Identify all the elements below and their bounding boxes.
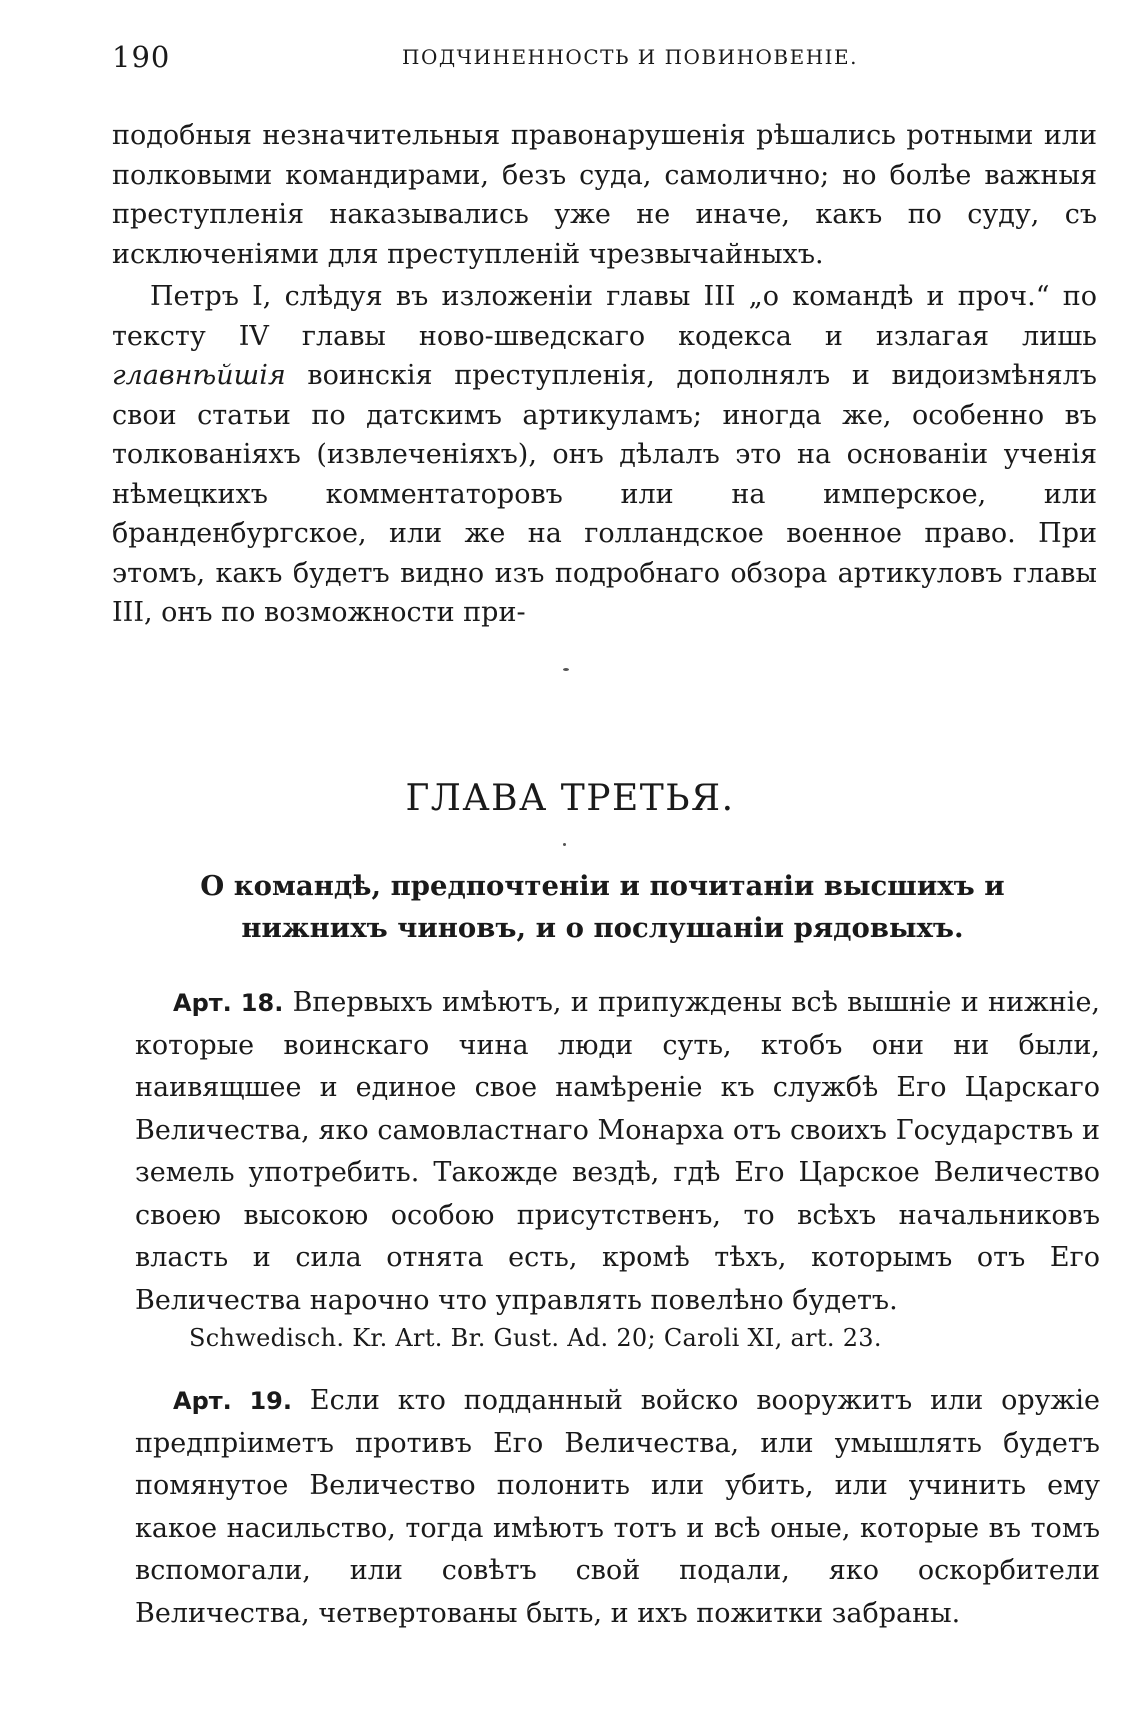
article-18-text: Впервыхъ имѣютъ, и припуждены всѣ вышніе и нижніе, которые воинскаго чина люди суть, ктобъ они ни были, наивящшее и единое свое намѣреніе къ службѣ Его Царскаго Величества, яко самовластнаго Монарха отъ своихъ Государствъ и земель употребить. Такожде вездѣ, гдѣ Его Царское Величество своею высокою особою присутственъ, то всѣхъ начальниковъ власть и сила отнята есть, кромѣ тѣхъ, которымъ отъ Его Величества нарочно что управлять повелѣно будетъ.: [135, 987, 1100, 1316]
intro-paragraph-1: [112, 116, 1097, 274]
running-head: [112, 40, 1022, 80]
article-18-label: Арт. 18.: [173, 989, 284, 1017]
intro-paragraph-1-text: подобныя незначительныя правонарушенія рѣшались ротными или полковыми командирами, безъ суда, самолично; но болѣе важныя преступленія наказывались уже не иначе, какъ по суду, съ исключеніями для преступленій чрезвычайныхъ.: [112, 120, 1097, 270]
running-title: ПОДЧИНЕННОСТЬ И ПОВИНОВЕНІЕ.: [402, 45, 859, 69]
ink-speck: [563, 843, 566, 846]
ink-speck: [563, 668, 569, 671]
intro-paragraph-2-before: Петръ I, слѣдуя въ изложеніи главы III „о командѣ и проч.“ по тексту IV главы ново-шведскаго кодекса и излагая лишь: [112, 281, 1097, 352]
article-19-label: Арт. 19.: [173, 1387, 292, 1415]
intro-paragraph-2: [112, 277, 1097, 633]
chapter-subtitle: О командѣ, предпочтеніи и почитаніи высшихъ и нижнихъ чиновъ, и о послушаніи рядовыхъ.: [200, 870, 1005, 944]
article-18: [135, 982, 1100, 1322]
page-number: 190: [112, 40, 171, 74]
chapter-title: ГЛАВА ТРЕТЬЯ.: [405, 778, 735, 819]
intro-paragraph-2-emphasis: главнѣйшія: [112, 360, 286, 391]
article-19-text: Если кто подданный войско вооружитъ или оружіе предпріиметъ противъ Его Величества, или умышлять будетъ помянутое Величество полонить или убить, или учинить ему какое насильство, тогда имѣютъ тотъ и всѣ оные, которые въ томъ вспомогали, или совѣтъ свой подали, яко оскорбители Величества, четвертованы быть, и ихъ пожитки забраны.: [135, 1385, 1100, 1629]
intro-paragraph-2-after: воинскія преступленія, дополнялъ и видоизмѣнялъ свои статьи по датскимъ артикуламъ; иногда же, особенно въ толкованіяхъ (извлеченіяхъ), онъ дѣлалъ это на основаніи ученія нѣмецкихъ комментаторовъ или на имперское, или бранденбургское, или же на голландское военное право. При этомъ, какъ будетъ видно изъ подробнаго обзора артикуловъ главы III, онъ по возможности при-: [112, 360, 1097, 628]
intro-paragraph-2-text: [112, 277, 1097, 633]
citation: Schwedisch. Kr. Art. Br. Gust. Ad. 20; Caroli XI, art. 23.: [189, 1324, 882, 1352]
article-19: [135, 1380, 1100, 1635]
